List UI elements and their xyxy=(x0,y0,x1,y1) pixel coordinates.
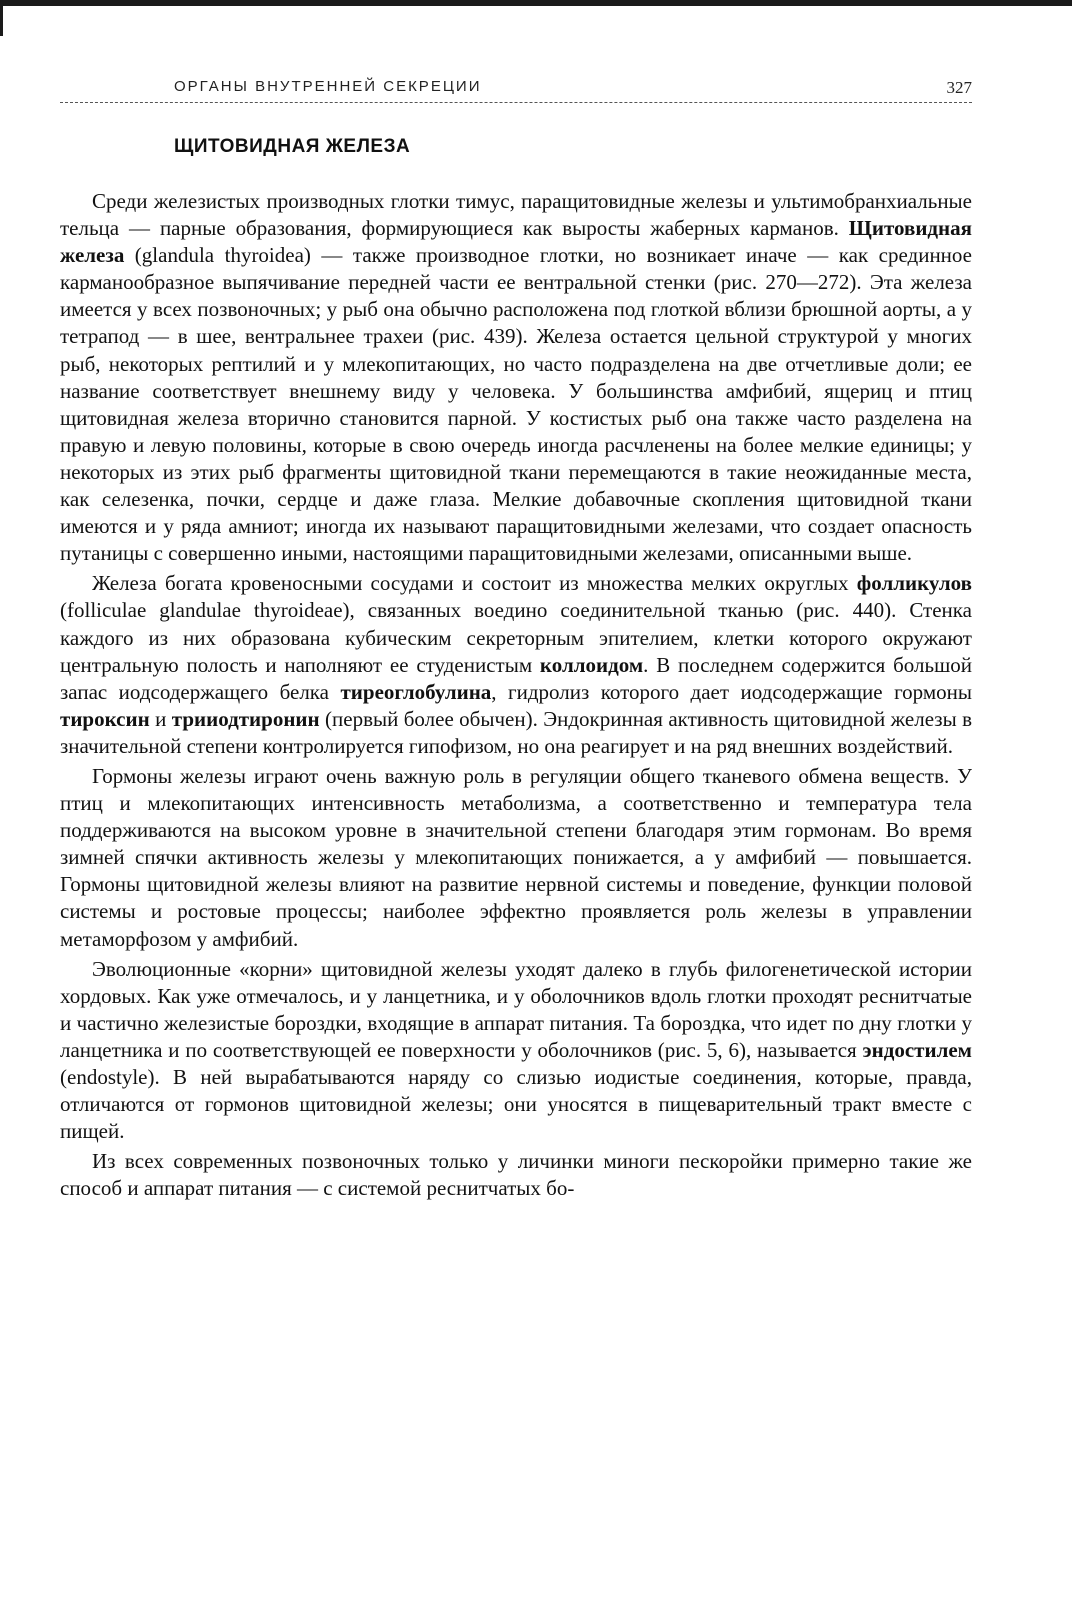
term-thyroid-gland: Щитовидная железа xyxy=(60,216,972,268)
text-run: Железа богата кровеносными сосудами и состоит из множества мелких округлых xyxy=(92,571,857,596)
scan-top-border xyxy=(0,0,1072,6)
body-text xyxy=(60,188,972,1205)
paragraph xyxy=(60,956,972,1146)
paragraph xyxy=(60,1148,972,1202)
paragraph xyxy=(60,188,972,567)
scan-corner-mark xyxy=(0,0,3,36)
text-run: Эволюционные «корни» щитовидной железы уходят далеко в глубь филогенетической истории хордовых. Как уже отмечалось, и у ланцетника, и у оболочников вдоль глотки проходят реснитчатые и частично железистые бороздки, входящие в аппарат питания. Та бороздка, что идет по дну глотки у ланцетника и по соответствующей ее поверхности у оболочников (рис. 5, 6), называется xyxy=(60,956,972,1062)
term-endostyle: эндостилем xyxy=(862,1037,972,1062)
term-follicles: фолликулов xyxy=(856,571,972,596)
text-run: (glandula thyroidea) — также производное глотки, но возникает иначе — как срединное карманообразное выпячивание передней части ее вентральной стенки (рис. 270—272). Эта железа имеется у всех позвоночных; у рыб она обычно расположена под глоткой вблизи брюшной аорты, а у тетрапод — в шее, вентральнее трахеи (рис. 439). Железа остается цельной структурой у многих рыб, некоторых рептилий и у млекопитающих, но часто подразделена на две отчетливые доли; ее название соответствует внешнему виду у человека. У большинства амфибий, ящериц и птиц щитовидная железа вторично становится парной. У костистых рыб она также часто разделена на правую и левую половины, которые в свою очередь иногда расчленены на более мелкие единицы; у некоторых из этих рыб фрагменты щитовидной ткани перемещаются в такие неожиданные места, как селезенка, почки, сердце и даже глаза. Мелкие добавочные скопления щитовидной ткани имеются и у ряда амниот; иногда их называют паращитовидными железами, что создает опасность путаницы с совершенно иными, настоящими паращитовидными железами, описанными выше. xyxy=(60,243,972,566)
text-run: и xyxy=(149,706,172,731)
text-run: (folliculae glandulae thyroideae), связанных воедино соединительной тканью (рис. 440). Стенка каждого из них образована кубическим секреторным эпителием, клетки которого окружают центральную полость и наполняют ее студенистым xyxy=(60,598,972,677)
header-rule xyxy=(60,102,972,103)
running-head xyxy=(60,78,972,108)
term-thyroglobulin: тиреоглобулина xyxy=(340,679,492,704)
term-triiodothyronine: трииодтиронин xyxy=(171,706,320,731)
text-run: (endostyle). В ней вырабатываются наряду со слизью иодистые соединения, которые, правда, отличаются от гормонов щитовидной железы; они уносятся в пищеварительный тракт вместе с пищей. xyxy=(60,1065,972,1144)
paragraph xyxy=(60,570,972,760)
running-title: ОРГАНЫ ВНУТРЕННЕЙ СЕКРЕЦИИ xyxy=(174,78,482,95)
term-thyroxine: тироксин xyxy=(60,706,150,731)
text-run: Гормоны железы играют очень важную роль в регуляции общего тканевого обмена веществ. У птиц и млекопитающих интенсивность метаболизма, а соответственно и температура тела поддерживаются на высоком уровне в значительной степени благодаря этим гормонам. Во время зимней спячки активность железы у млекопитающих понижается, а у амфибий — повышается. Гормоны щитовидной железы влияют на развитие нервной системы и поведение, функции половой системы и ростовые процессы; наиболее эффектно проявляется роль железы в управлении метаморфозом у амфибий. xyxy=(60,763,972,951)
text-run: Из всех современных позвоночных только у личинки миноги пескоройки примерно такие же способ и аппарат питания — с системой реснитчатых бо- xyxy=(60,1149,972,1201)
text-run: . В последнем содержится большой запас иодсодержащего белка xyxy=(60,652,972,704)
text-run: (первый более обычен). Эндокринная активность щитовидной железы в значительной степени контролируется гипофизом, но она реагирует и на ряд внешних воздействий. xyxy=(60,706,972,758)
section-title: ЩИТОВИДНАЯ ЖЕЛЕЗА xyxy=(174,136,411,157)
text-run: Среди железистых производных глотки тимус, паращитовидные железы и ультимобранхиальные тельца — парные образования, формирующиеся как выросты жаберных карманов. xyxy=(60,189,972,241)
term-colloid: коллоидом xyxy=(539,652,644,677)
paragraph xyxy=(60,763,972,953)
text-run: , гидролиз которого дает иодсодержащие гормоны xyxy=(491,679,972,704)
page-number: 327 xyxy=(946,78,972,97)
